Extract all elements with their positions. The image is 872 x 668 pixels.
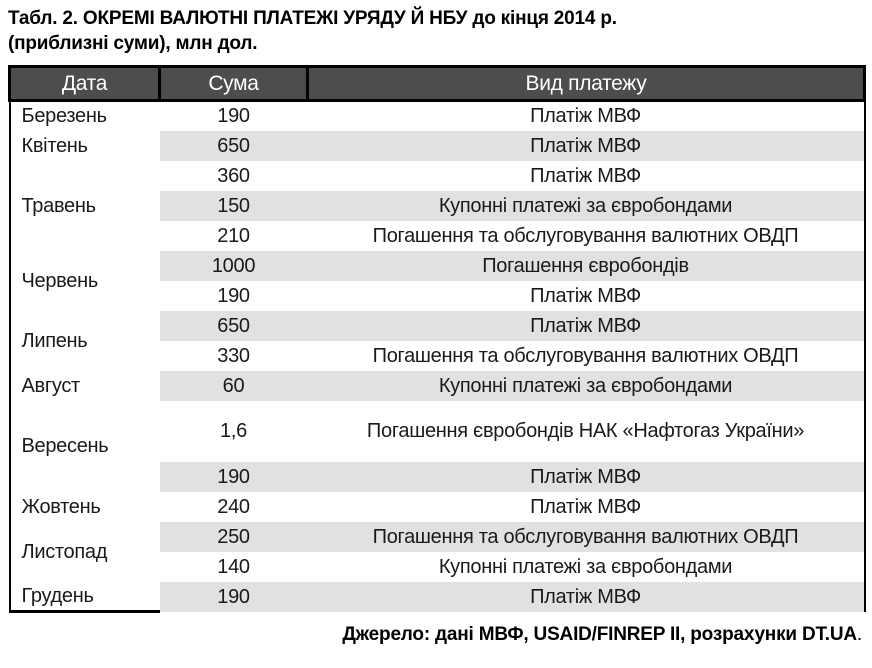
type-cell: Купонні платежі за євробондами xyxy=(308,191,865,221)
sum-cell: 330 xyxy=(217,344,250,367)
table-title-line2: (приблизні суми), млн дол. xyxy=(8,33,258,54)
sum-cell: 650 xyxy=(160,311,308,341)
page xyxy=(0,6,872,668)
date-cell: Червень xyxy=(10,251,160,311)
sum-cell: 140 xyxy=(217,555,250,578)
table-body xyxy=(10,101,865,612)
type-cell: Платіж МВФ xyxy=(308,582,865,612)
type-cell: Погашення та обслуговування валютних ОВДП xyxy=(372,344,799,367)
source-line xyxy=(0,624,872,646)
date-cell: Квітень xyxy=(10,131,160,161)
table-row xyxy=(10,131,865,161)
table-row xyxy=(10,492,865,522)
sum-cell: 250 xyxy=(160,522,308,552)
table-title xyxy=(8,6,862,56)
table-row xyxy=(10,311,865,341)
date-cell: Липень xyxy=(10,311,160,371)
sum-cell: 190 xyxy=(217,284,250,307)
date-cell: Травень xyxy=(10,161,160,251)
type-cell: Купонні платежі за євробондами xyxy=(308,371,865,401)
date-cell: Август xyxy=(10,371,160,401)
type-cell: Платіж МВФ xyxy=(308,462,865,492)
sum-cell: 190 xyxy=(160,462,308,492)
header-row xyxy=(10,67,865,101)
date-cell: Листопад xyxy=(10,522,160,582)
type-cell: Платіж МВФ xyxy=(308,131,865,161)
sum-cell: 360 xyxy=(217,164,250,187)
sum-cell: 150 xyxy=(160,191,308,221)
sum-cell: 1,6 xyxy=(220,420,247,442)
table-row xyxy=(10,401,865,462)
sum-cell: 650 xyxy=(160,131,308,161)
table-title-line1: Табл. 2. ОКРЕМІ ВАЛЮТНІ ПЛАТЕЖІ УРЯДУ Й НБУ до кінця 2014 р. xyxy=(8,8,617,29)
type-cell: Платіж МВФ xyxy=(308,311,865,341)
sum-cell: 190 xyxy=(160,582,308,612)
table-header xyxy=(10,67,865,101)
type-cell: Платіж МВФ xyxy=(530,284,641,307)
date-cell: Жовтень xyxy=(10,492,160,522)
type-cell: Платіж МВФ xyxy=(530,495,641,518)
sum-cell: 190 xyxy=(217,105,250,128)
type-cell: Погашення євробондів xyxy=(308,251,865,281)
column-header-sum: Сума xyxy=(160,67,308,101)
table-row xyxy=(10,371,865,401)
type-cell: Погашення та обслуговування валютних ОВДП xyxy=(372,224,799,247)
column-header-date: Дата xyxy=(10,67,160,101)
type-cell: Погашення євробондів НАК «Нафтогаз України» xyxy=(366,420,805,442)
date-cell: Березень xyxy=(10,101,160,131)
type-cell: Погашення та обслуговування валютних ОВДП xyxy=(308,522,865,552)
type-cell: Купонні платежі за євробондами xyxy=(438,555,733,578)
table-row xyxy=(10,251,865,281)
date-cell: Грудень xyxy=(10,582,160,612)
sum-cell: 240 xyxy=(217,495,250,518)
source-period: . xyxy=(856,624,862,645)
table-row xyxy=(10,522,865,552)
sum-cell: 1000 xyxy=(160,251,308,281)
column-header-payment-type: Вид платежу xyxy=(308,67,865,101)
table-row xyxy=(10,582,865,612)
type-cell: Платіж МВФ xyxy=(530,164,641,187)
sum-cell: 210 xyxy=(217,224,250,247)
table-row xyxy=(10,101,865,131)
table-row xyxy=(10,161,865,191)
payments-table xyxy=(8,65,866,613)
type-cell: Платіж МВФ xyxy=(530,105,641,128)
sum-cell: 60 xyxy=(160,371,308,401)
date-cell: Вересень xyxy=(10,401,160,492)
source-text: Джерело: дані МВФ, USAID/FINREP II, розрахунки DT.UA xyxy=(342,624,857,645)
